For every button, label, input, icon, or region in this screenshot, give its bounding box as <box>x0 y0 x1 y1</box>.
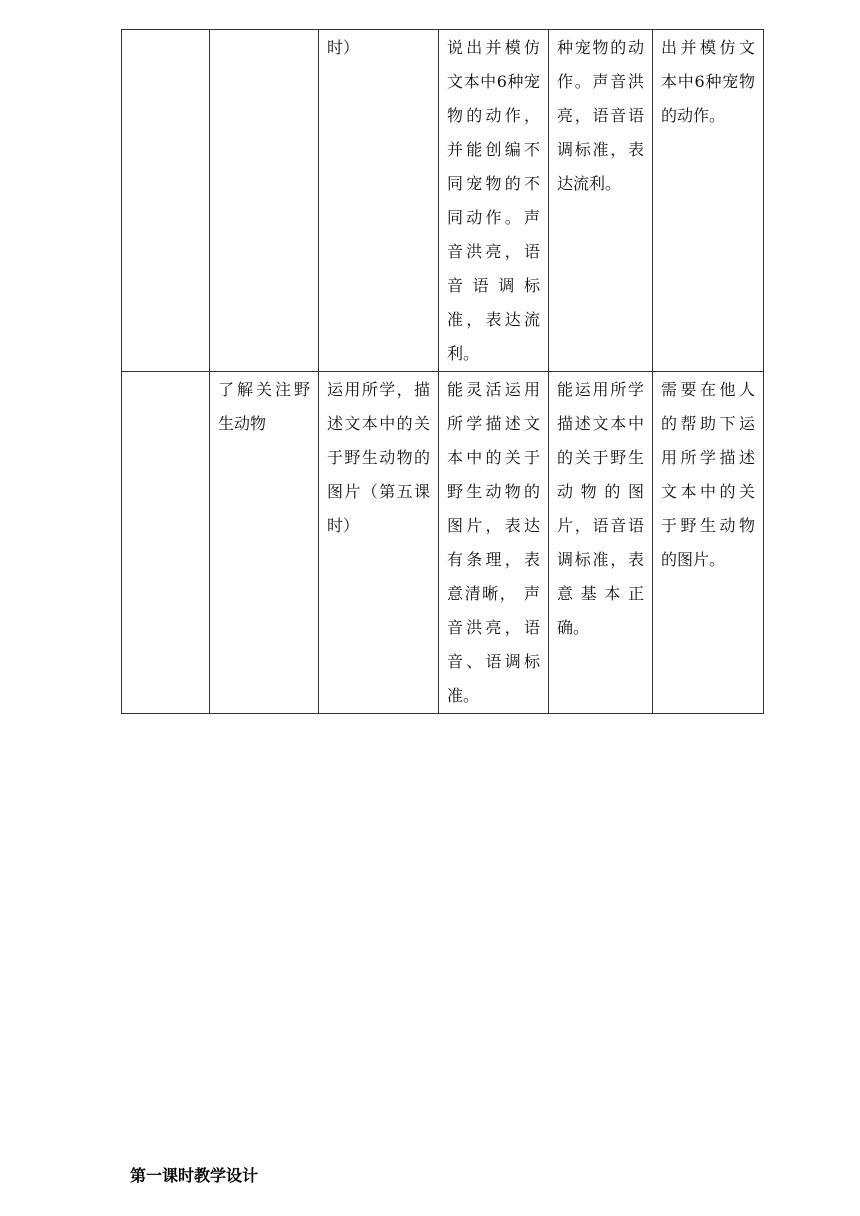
table-cell: 能运用所学描述文本中的关于野生动物的图片，语音语调标准，表意基本正确。 <box>549 372 653 714</box>
table-row <box>122 30 764 372</box>
table-cell: 了解关注野生动物 <box>210 372 319 714</box>
table-cell: 出并模仿文本中6种宠物的动作。 <box>653 30 764 372</box>
assessment-table <box>121 29 764 714</box>
section-heading: 第一课时教学设计 <box>130 1166 259 1185</box>
table-cell <box>210 30 319 372</box>
table-cell <box>122 30 210 372</box>
table-cell <box>122 372 210 714</box>
table-cell: 能灵活运用所学描述文本中的关于野生动物的图片，表达有条理，表意清晰， 声音洪亮，语音、语调标准。 <box>439 372 549 714</box>
table-cell: 需要在他人的帮助下运用所学描述文本中的关于野生动物的图片。 <box>653 372 764 714</box>
table-cell: 种宠物的动作。声音洪亮，语音语调标准，表达流利。 <box>549 30 653 372</box>
table-cell: 时） <box>319 30 439 372</box>
table-row <box>122 372 764 714</box>
table-cell: 运用所学，描述文本中的关于野生动物的图片（第五课时） <box>319 372 439 714</box>
table-cell: 说出并模仿文本中6种宠物的动作，并能创编不同宠物的不同动作。声音洪亮，语音语调标准，表达流利。 <box>439 30 549 372</box>
